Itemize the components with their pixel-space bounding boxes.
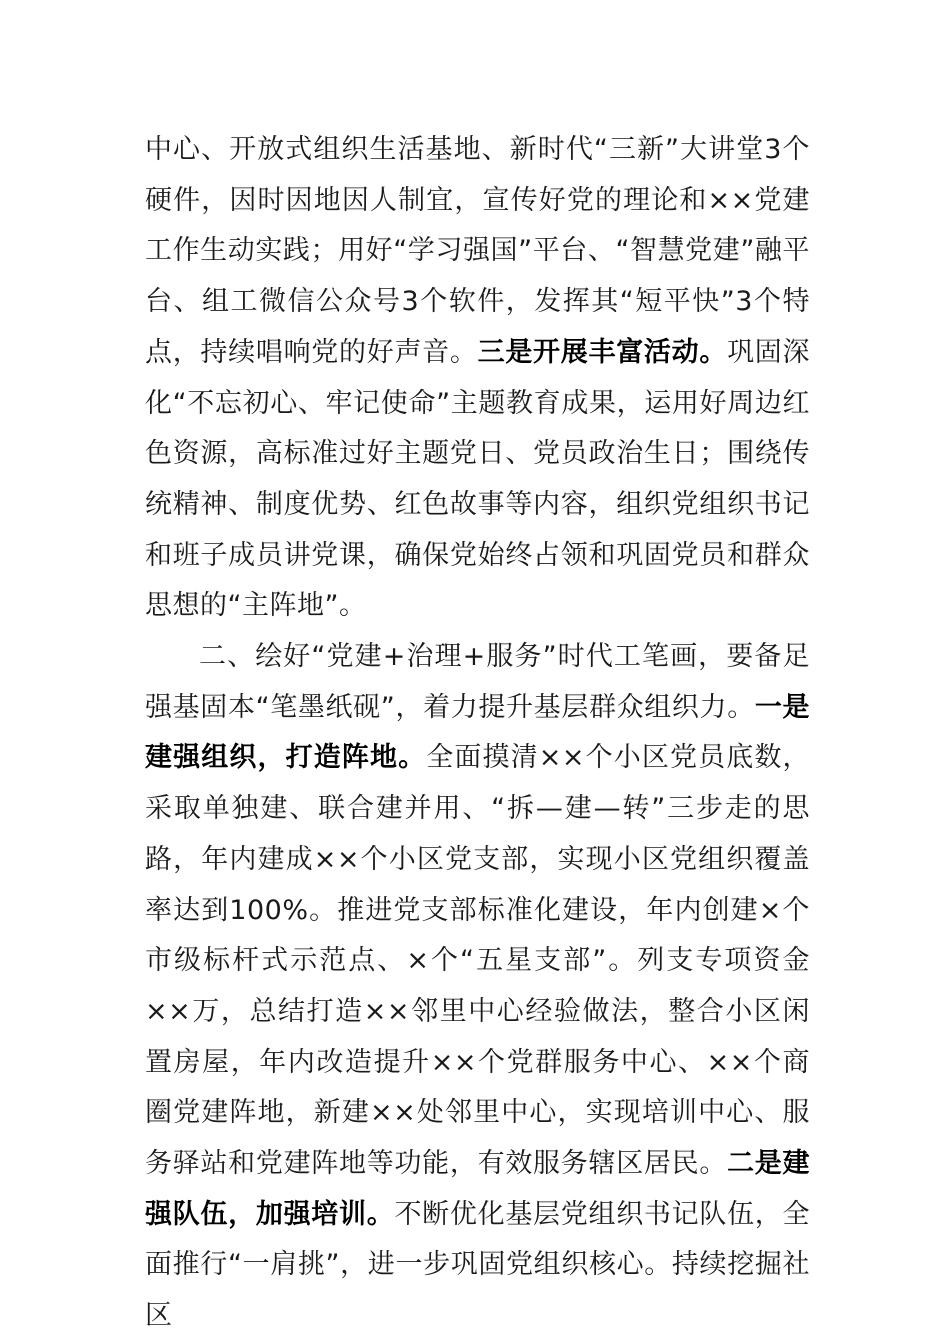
- paragraph-2-heading-run-2: 二是建强队伍，加强培训。: [145, 1148, 811, 1230]
- paragraph-2: [145, 632, 810, 1342]
- paragraph-1-run-1: 中心、开放式组织生活基地、新时代“三新”大讲堂3个硬件，因时因地因人制宜，宣传好党的理论和××党建工作生动实践；用好“学习强国”平台、“智慧党建”融平台、组工微信公众号3个软件，发挥其“短平快”3个特点，持续唱响党的好声音。: [145, 134, 810, 368]
- paragraph-2-section-title: 二、绘好“党建+治理+服务”时代工笔画，要备足强基固本“笔墨纸砚”，着力提升基层群众组织力。: [145, 641, 810, 723]
- paragraph-1: [145, 125, 810, 632]
- paragraph-1-run-3: 巩固深化“不忘初心、牢记使命”主题教育成果，运用好周边红色资源，高标准过好主题党日、党员政治生日；围绕传统精神、制度优势、红色故事等内容，组织党组织书记和班子成员讲党课，确保党始终占领和巩固党员和群众思想的“主阵地”。: [145, 336, 811, 622]
- paragraph-2-run-3: 全面摸清××个小区党员底数，采取单独建、联合建并用、“拆—建—转”三步走的思路，年内建成××个小区党支部，实现小区党组织覆盖率达到100%。推进党支部标准化建设，年内创建×个市级标杆式示范点、×个“五星支部”。列支专项资金××万，总结打造××邻里中心经验做法，整合小区闲置房屋，年内改造提升××个党群服务中心、××个商圈党建阵地，新建××处邻里中心，实现培训中心、服务驿站和党建阵地等功能，有效服务辖区居民。: [145, 742, 810, 1180]
- document-body: [145, 125, 810, 1342]
- paragraph-2-heading-run-1: 一是建强组织，打造阵地。: [145, 691, 810, 774]
- paragraph-1-heading-run: 三是开展丰富活动。: [477, 336, 728, 368]
- paragraph-2-run-5: 不断优化基层党组织书记队伍，全面推行“一肩挑”，进一步巩固党组织核心。持续挖掘社区: [145, 1198, 811, 1332]
